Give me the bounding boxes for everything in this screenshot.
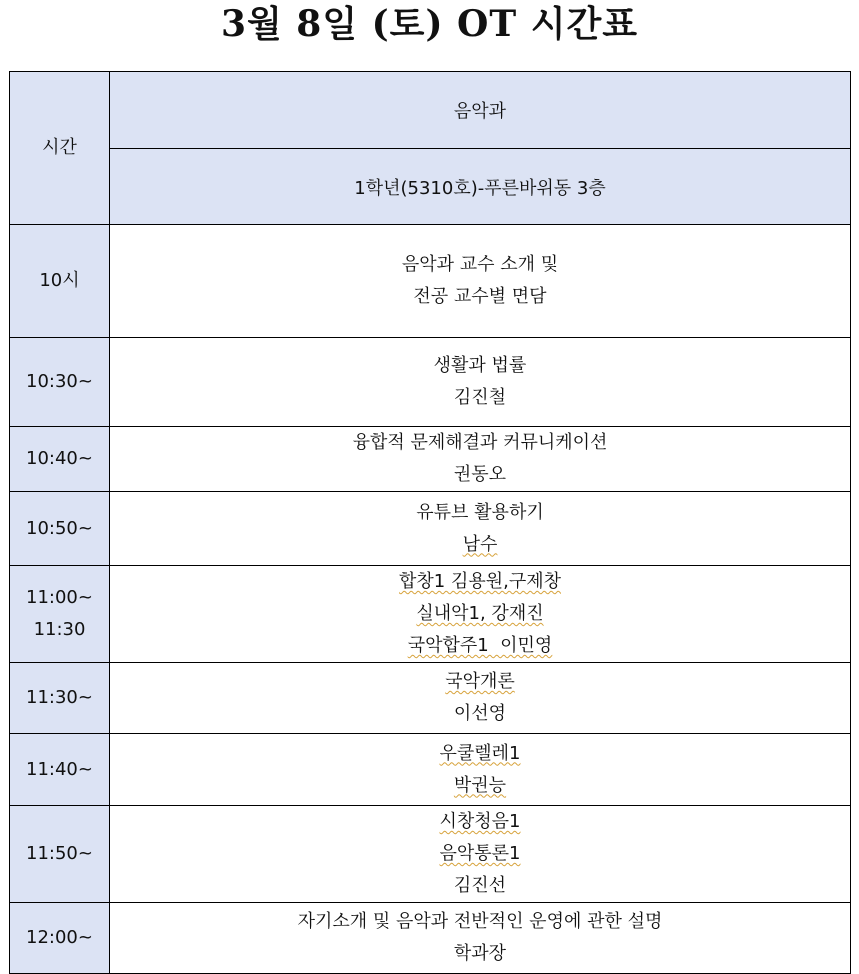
page-title: 3월 8일 (토) OT 시간표 <box>220 3 639 45</box>
event-line-text: 시창청음1 <box>439 811 521 832</box>
department-header: 음악과 <box>110 72 851 149</box>
event-line: 생활과 법률 <box>433 355 527 376</box>
time-cell <box>10 225 110 338</box>
event-line <box>110 630 850 662</box>
time-text: 11:50~ <box>26 843 93 864</box>
event-cell <box>110 734 851 806</box>
table-row <box>10 492 851 566</box>
table-row <box>10 806 851 903</box>
event-line: 권동오 <box>453 464 507 485</box>
group-header <box>110 149 851 225</box>
table-row <box>10 338 851 427</box>
time-cell <box>10 663 110 734</box>
event-line <box>110 566 850 598</box>
time-cell <box>10 734 110 806</box>
event-line-text: 음악통론1 <box>439 843 521 864</box>
time-text: 11:00~ <box>26 587 93 608</box>
event-cell <box>110 427 851 492</box>
time-text: 12:00~ <box>26 927 93 948</box>
event-line-text: 국악개론 <box>445 671 515 692</box>
event-line-text: 남수 <box>462 533 498 555</box>
event-line: 김진철 <box>453 387 507 408</box>
event-line: 자기소개 및 음악과 전반적인 운영에 관한 설명 <box>297 911 663 932</box>
event-line <box>110 770 850 802</box>
time-cell <box>10 338 110 427</box>
table-row <box>10 663 851 734</box>
time-text: 10시 <box>39 270 80 291</box>
event-line: 이선영 <box>453 703 507 724</box>
event-line <box>110 666 850 698</box>
event-line: 유튜브 활용하기 <box>416 501 544 523</box>
event-cell <box>110 566 851 663</box>
event-line <box>110 838 850 870</box>
time-text: 10:50~ <box>26 517 93 539</box>
event-line <box>110 806 850 838</box>
time-cell <box>10 492 110 566</box>
event-line: 학과장 <box>453 943 507 964</box>
event-line <box>110 529 850 561</box>
event-line-text: 국악합주1 이민영 <box>407 635 553 656</box>
event-line <box>110 738 850 770</box>
event-line: 음악과 교수 소개 및 <box>401 254 559 275</box>
group-header-text: 1학년(5310호)-푸른바위동 3층 <box>354 177 606 199</box>
event-line-text: 실내악1, 강재진 <box>416 603 544 624</box>
time-cell <box>10 566 110 663</box>
event-line-text: 우쿨렐레1 <box>439 742 521 764</box>
table-row <box>10 427 851 492</box>
time-cell <box>10 806 110 903</box>
schedule-table <box>9 71 851 974</box>
event-line: 전공 교수별 면담 <box>413 286 547 307</box>
event-cell <box>110 492 851 566</box>
event-line: 융합적 문제해결과 커뮤니케이션 <box>352 432 608 453</box>
time-text: 11:30~ <box>26 687 93 708</box>
time-cell <box>10 427 110 492</box>
event-cell <box>110 663 851 734</box>
event-cell <box>110 338 851 427</box>
event-line-text: 합창1 김용원,구제창 <box>399 571 561 592</box>
table-row <box>10 225 851 338</box>
table-row <box>10 734 851 806</box>
event-line: 김진선 <box>453 875 507 896</box>
event-cell <box>110 225 851 338</box>
table-row <box>10 566 851 663</box>
event-line <box>110 598 850 630</box>
time-text: 11:30 <box>33 619 86 640</box>
event-cell <box>110 806 851 903</box>
time-text: 11:40~ <box>26 758 93 780</box>
time-text: 10:40~ <box>26 448 93 469</box>
event-line-text: 박권능 <box>453 774 507 796</box>
time-text: 10:30~ <box>26 371 93 392</box>
time-column-header: 시간 <box>10 72 110 225</box>
